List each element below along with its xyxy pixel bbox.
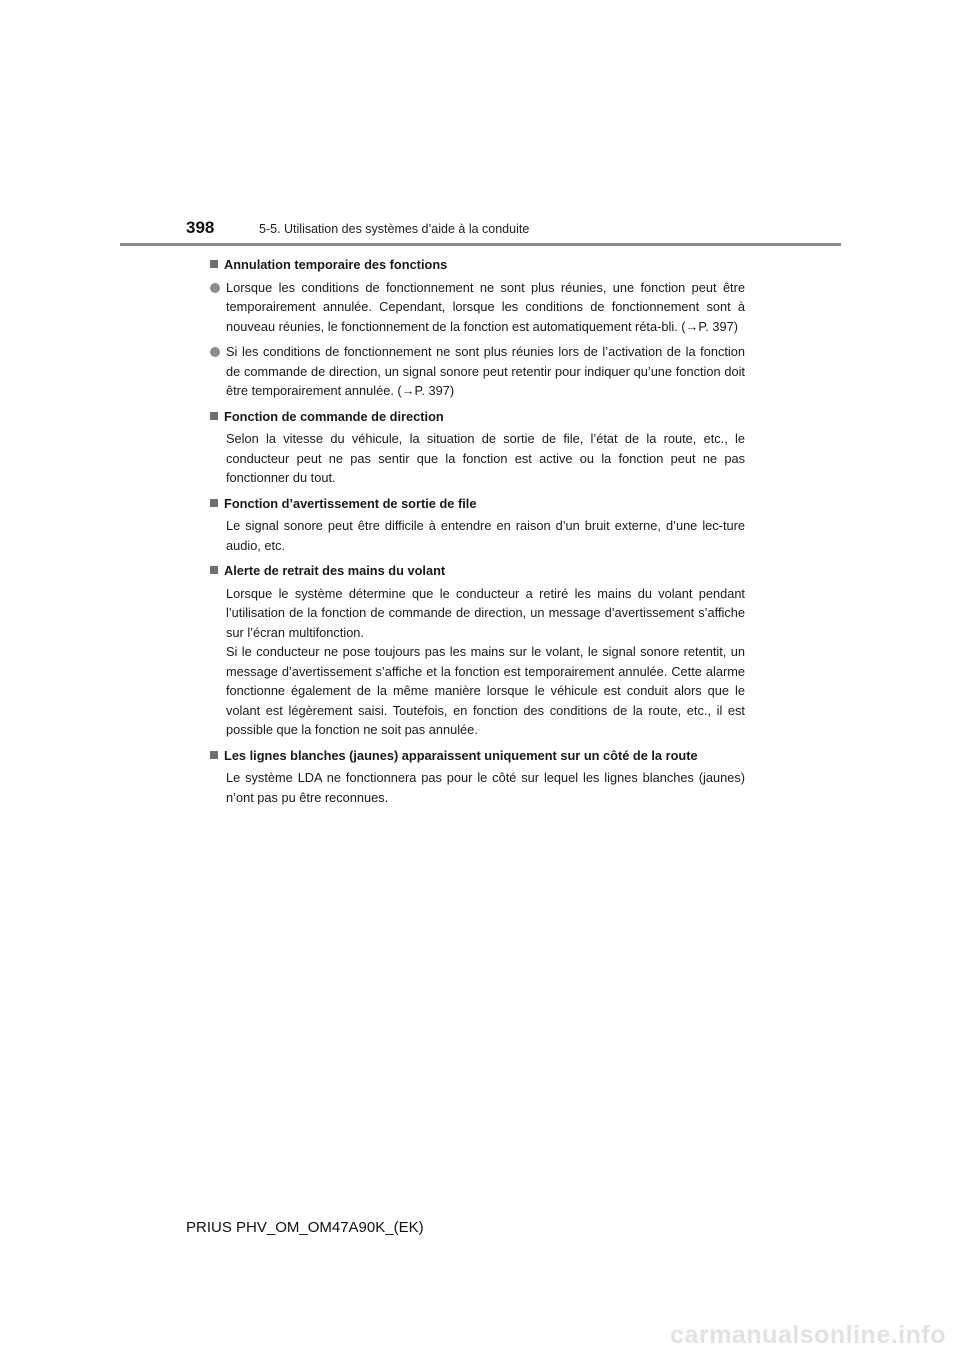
- paragraph: Le signal sonore peut être difficile à entendre en raison d’un bruit externe, d’une lec-ture audio, etc.: [226, 518, 745, 553]
- paragraph: Si le conducteur ne pose toujours pas les mains sur le volant, le signal sonore retentit, un message d’avertissement s’affiche et la fonction est temporairement annulée. Cette alarme fonctionne également de la même manière lorsque le véhicule est conduit alors que le volant est légèrement saisi. Toutefois, en fonction des conditions de la route, etc., il est possible que la fonction ne soit pas annulée.: [226, 644, 745, 737]
- heading-text: Fonction d’avertissement de sortie de file: [224, 495, 477, 511]
- section-heading: [210, 494, 745, 514]
- section-heading: [210, 561, 745, 581]
- heading-text: Les lignes blanches (jaunes) apparaissent uniquement sur un côté de la route: [224, 747, 698, 763]
- heading-text: Alerte de retrait des mains du volant: [224, 563, 446, 578]
- paragraph: Lorsque le système détermine que le conducteur a retiré les mains du volant pendant l’utilisation de la fonction de commande de direction, un message d’avertissement s’affiche sur l’écran multifonction.: [226, 585, 745, 640]
- section-heading: [210, 746, 745, 766]
- header-divider: [120, 243, 841, 246]
- paragraph: Selon la vitesse du véhicule, la situation de sortie de file, l’état de la route, etc., le conducteur peut ne pas sentir que la fonction est active ou la fonction peut ne pas fonctionner du tout.: [226, 431, 745, 485]
- section-header: 5-5. Utilisation des systèmes d’aide à la conduite: [259, 222, 530, 236]
- square-bullet-icon: [210, 499, 218, 507]
- section-steering-control: [210, 407, 745, 488]
- bullet-text: Lorsque les conditions de fonctionnement ne sont plus réunies, une fonction peut être temporairement annulée. Cependant, lorsque les conditions de fonctionnement sont à nouveau réunies, le fonctionnement de la fonction est automatiquement réta-bli. (→P. 397): [226, 279, 745, 334]
- square-bullet-icon: [210, 260, 218, 268]
- circle-bullet-icon: [210, 283, 220, 293]
- watermark: carmanualsonline.info: [670, 1321, 946, 1349]
- heading-text: Annulation temporaire des fonctions: [224, 257, 448, 272]
- page-content: [210, 255, 745, 813]
- section-temporary-cancel: [210, 255, 745, 401]
- square-bullet-icon: [210, 751, 218, 759]
- section-lane-departure-warning: [210, 494, 745, 556]
- footer-doc-id: PRIUS PHV_OM_OM47A90K_(EK): [186, 1219, 424, 1236]
- heading-text: Fonction de commande de direction: [224, 408, 444, 424]
- paragraph: Le système LDA ne fonctionnera pas pour le côté sur lequel les lignes blanches (jaunes) n’ont pas pu être reconnues.: [226, 770, 745, 805]
- page-number: 398: [186, 218, 215, 237]
- section-hands-off-alert: [210, 561, 745, 740]
- section-one-side-lines: [210, 746, 745, 808]
- circle-bullet-icon: [210, 347, 220, 357]
- square-bullet-icon: [210, 412, 218, 420]
- bullet-item: [210, 278, 745, 337]
- square-bullet-icon: [210, 566, 218, 574]
- section-heading: [210, 255, 745, 275]
- bullet-item: [210, 342, 745, 401]
- section-heading: [210, 407, 745, 427]
- bullet-text: Si les conditions de fonctionnement ne sont plus réunies lors de l’activation de la fonction de commande de direction, un signal sonore peut retentir pour indiquer qu’une fonction doit être temporairement annulée. (→P. 397): [226, 344, 745, 398]
